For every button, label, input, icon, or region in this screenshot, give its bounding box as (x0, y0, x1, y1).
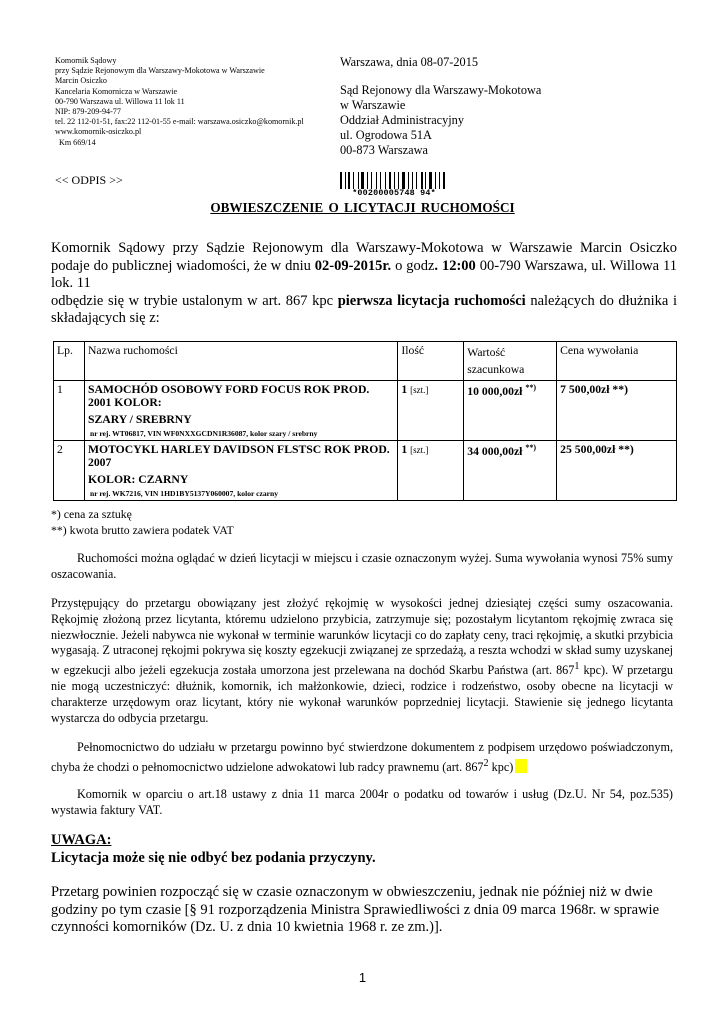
starting-price: 7 500,00zł **) (560, 383, 628, 396)
item-name: MOTOCYKL HARLEY DAVIDSON FLSTSC ROK PROD. 2007 (87, 443, 390, 469)
paragraph-text (51, 596, 673, 726)
document-date: Warszawa, dnia 08-07-2015 (340, 55, 478, 69)
table-row (54, 381, 677, 441)
recipient-line: Sąd Rejonowy dla Warszawy-Mokotowa (340, 83, 542, 97)
notice-label: UWAGA: (51, 832, 112, 848)
barcode-bar (441, 172, 442, 189)
item-registration: nr rej. WK7216, VIN 1HD1BY5137Y060007, kolor czarny (89, 489, 279, 498)
barcode-bar (358, 172, 359, 189)
recipient-line: ul. Ogrodowa 51A (340, 128, 432, 142)
barcode-bar (416, 172, 417, 189)
barcode-bar (389, 172, 391, 189)
header-price: Cena wywołania (557, 342, 677, 381)
intro-text-part: o godz (391, 257, 435, 274)
bailiff-header (55, 56, 330, 148)
deposit-paragraph (51, 596, 673, 726)
barcode-bar (378, 172, 379, 189)
barcode-bar (414, 172, 415, 189)
intro-text (51, 240, 677, 328)
row-value (464, 381, 557, 441)
barcode-bar (347, 172, 348, 189)
header-qty: Ilość (398, 342, 464, 381)
header-line: Kancelaria Komornicza w Warszawie (55, 86, 178, 96)
barcode-bar (410, 172, 412, 189)
items-table (53, 341, 677, 501)
barcode-bar (394, 172, 395, 189)
barcode-bar (427, 172, 428, 189)
barcode-bar (443, 172, 445, 189)
barcode-bar (371, 172, 373, 189)
barcode-bar (367, 172, 368, 189)
row-name-cell (84, 381, 397, 441)
barcode-bar (398, 172, 400, 189)
barcode-bar (355, 172, 357, 189)
barcode-bar (387, 172, 388, 189)
paragraph-part: kpc). W przetargu nie mogą uczestniczyć: dłużnik, komornik, ich małżonkowie, dzieci, rodzice i rodzeństwo, osoby obecne na licytacji w charakterze urzędowym oraz licytant, który nie wykonał warunków poprzedniej licytacji. Stawienie się jednego licytanta wystarcza do odbycia przetargu. (51, 663, 673, 725)
barcode-bar (345, 172, 346, 189)
auction-type: pierwsza licytacja ruchomości (337, 292, 526, 309)
barcode-bar (382, 172, 385, 189)
barcode-bar (421, 172, 423, 189)
barcode-bar (429, 172, 432, 189)
auction-time: 12:00 (441, 257, 476, 274)
barcode-bar (396, 172, 397, 189)
barcode-bar (340, 172, 342, 189)
superscript: 2 (483, 757, 489, 769)
viewing-paragraph (51, 551, 673, 583)
intro-text-part: Komornik Sądowy przy Sądzie Rejonowym dla Warszawy-Mokotowa w Warszawie Marcin Osiczko podaje do publicznej wiadomości, że w dniu (51, 240, 677, 274)
notice-section (51, 832, 376, 867)
header-lp: Lp. (54, 342, 85, 381)
paragraph-text: Ruchomości można oglądać w dzień licytacji w miejscu i czasie oznaczonym wyżej. Suma wywołania wynosi 75% sumy oszacowania. (51, 551, 673, 581)
value-footnote-mark: **) (525, 383, 537, 392)
barcode (340, 172, 448, 196)
paragraph-text: Komornik w oparciu o art.18 ustawy z dnia 11 marca 2004r o podatku od towarów i usług (Dz.U. Nr 54, poz.535) wystawia faktury VAT. (51, 787, 673, 817)
barcode-bar (361, 172, 364, 189)
barcode-bar (418, 172, 420, 189)
highlight-mark (515, 759, 527, 773)
intro-dot: . (434, 257, 439, 274)
barcode-bar (380, 172, 381, 189)
barcode-bar (343, 172, 344, 189)
table-header-row (54, 342, 677, 381)
recipient-line: w Warszawie (340, 98, 406, 112)
header-line: NIP: 879-209-94-77 (55, 107, 121, 117)
row-lp: 1 (54, 381, 85, 441)
item-color: SZARY / SREBRNY (87, 413, 192, 426)
footnotes (51, 507, 234, 538)
auction-date: 02-09-2015r. (314, 257, 392, 274)
footnote: **) kwota brutto zawiera podatek VAT (51, 522, 234, 537)
row-price (557, 381, 677, 441)
paragraph-text (51, 740, 673, 776)
item-color: KOLOR: CZARNY (87, 473, 189, 486)
final-paragraph: Przetarg powinien rozpocząć się w czasie oznaczonym w obwieszczeniu, jednak nie później niż w dwie godziny po tym czasie [§ 91 rozporządzenia Ministra Sprawiedliwości z dnia 09 marca 1968r. w sprawie czynności komorników (Dz. U. z dnia 10 kwietnia 1968 r. ze zm.)]. (51, 884, 660, 936)
barcode-bar (348, 172, 350, 189)
superscript: 1 (574, 661, 580, 673)
barcode-bar (360, 172, 361, 189)
barcode-bar (433, 172, 434, 189)
barcode-bar (446, 172, 447, 189)
recipient-header (340, 55, 600, 158)
barcode-bar (406, 172, 407, 189)
barcode-bar (435, 172, 437, 189)
page-number: 1 (358, 970, 367, 985)
barcode-bar (439, 172, 440, 189)
barcode-bar (365, 172, 366, 189)
auction-place: 00-790 Warszawa, ul. Willowa 11 lok. 11 (51, 257, 677, 292)
vat-paragraph (51, 787, 673, 819)
footnote: *) cena za sztukę (51, 507, 132, 521)
row-qty (398, 381, 464, 441)
document-title: OBWIESZCZENIE O LICYTACJI RUCHOMOŚCI (210, 200, 515, 215)
barcode-bar (424, 172, 425, 189)
table-row (54, 441, 677, 501)
intro-paragraph-1 (51, 240, 677, 293)
header-line: Komornik Sądowy (55, 56, 117, 65)
header-line: 00-790 Warszawa ul. Willowa 11 lok 11 (55, 96, 185, 106)
row-price (557, 441, 677, 501)
row-value (464, 441, 557, 501)
paragraph-part: Pełnomocnictwo do udziału w przetargu powinno być stwierdzone dokumentem z podpisem urzędowo poświadczonym, chyba że chodzi o pełnomocnictwo udzielone adwokatowi lub radcy prawnemu (art. 867 (51, 740, 673, 774)
estimated-value: 10 000,00zł (467, 384, 523, 398)
row-qty (398, 441, 464, 501)
barcode-bar (402, 172, 405, 189)
paragraph-part: kpc) (488, 759, 514, 774)
barcode-number: *00200005748 94* (352, 188, 436, 198)
intro-paragraph-2 (51, 293, 677, 328)
notice-text: Licytacja może się nie odbyć bez podania przyczyny. (51, 849, 376, 866)
value-footnote-mark: **) (525, 443, 537, 452)
qty-unit: [szt.] (410, 385, 429, 395)
case-number: Km 669/14 (59, 137, 96, 147)
barcode-bar (373, 172, 375, 189)
qty-unit: [szt.] (410, 445, 429, 455)
barcode-bar (425, 172, 426, 189)
barcode-bar (351, 172, 352, 189)
barcode-bar (412, 172, 413, 189)
intro-text-part: odbędzie się w trybie ustalonym w art. 867 kpc (51, 292, 338, 309)
qty-value: 1 (401, 443, 408, 456)
paragraph-part: Przystępujący do przetargu obowiązany jest złożyć rękojmię w wysokości jednej dziesiątej części sumy oszacowania. Rękojmię złożoną przez licytanta, któremu udzielono przybicia, zatrzymuje się; pozostałym licytantom rękojmię zwraca się niezwłocznie. Jeżeli nabywca nie wykonał w terminie warunków licytacji co do zapłaty ceny, traci rękojmię, a skutki przybicia wygasają. Z utraconej rękojmi pokrywa się koszty egzekucji związanej ze sprzedażą, a reszta wchodzi w skład sumy uzyskanej w egzekucji albo jeżeli egzekucja została umorzona jest przelewana na dochód Skarbu Państwa (art. 867 (51, 596, 673, 678)
header-line: przy Sądzie Rejonowym dla Warszawy-Mokotowa w Warszawie (55, 66, 265, 76)
header-line: Marcin Osiczko (55, 76, 107, 86)
power-of-attorney-paragraph (51, 740, 673, 776)
header-line: tel. 22 112-01-51, fax:22 112-01-55 e-mail: warszawa.osiczko@komornik.pl (55, 117, 304, 127)
estimated-value: 34 000,00zł (467, 444, 523, 458)
item-registration: nr rej. WT06817, VIN WF0NXXGCDN1R36087, kolor szary / srebrny (89, 429, 318, 438)
header-line: www.komornik-osiczko.pl (55, 127, 142, 137)
header-name: Nazwa ruchomości (84, 342, 397, 381)
barcode-bar (385, 172, 386, 189)
barcode-bar (369, 172, 370, 189)
barcode-bars (340, 172, 448, 189)
copy-marker: << ODPIS >> (55, 173, 123, 187)
item-name: SAMOCHÓD OSOBOWY FORD FOCUS ROK PROD. 2001 KOLOR: (87, 383, 370, 409)
recipient-line: 00-873 Warszawa (340, 143, 428, 157)
barcode-bar (353, 172, 354, 189)
barcode-bar (376, 172, 377, 189)
starting-price: 25 500,00zł **) (560, 443, 634, 456)
barcode-bar (408, 172, 409, 189)
barcode-bar (392, 172, 393, 189)
row-lp: 2 (54, 441, 85, 501)
barcode-bar (400, 172, 401, 189)
row-name-cell (84, 441, 397, 501)
qty-value: 1 (401, 383, 408, 396)
header-value: Wartość szacunkowa (464, 342, 557, 381)
barcode-bar (437, 172, 438, 189)
intro-text-part: należących do dłużnika i składających się z: (51, 292, 677, 327)
recipient-line: Oddział Administracyjny (340, 113, 464, 127)
